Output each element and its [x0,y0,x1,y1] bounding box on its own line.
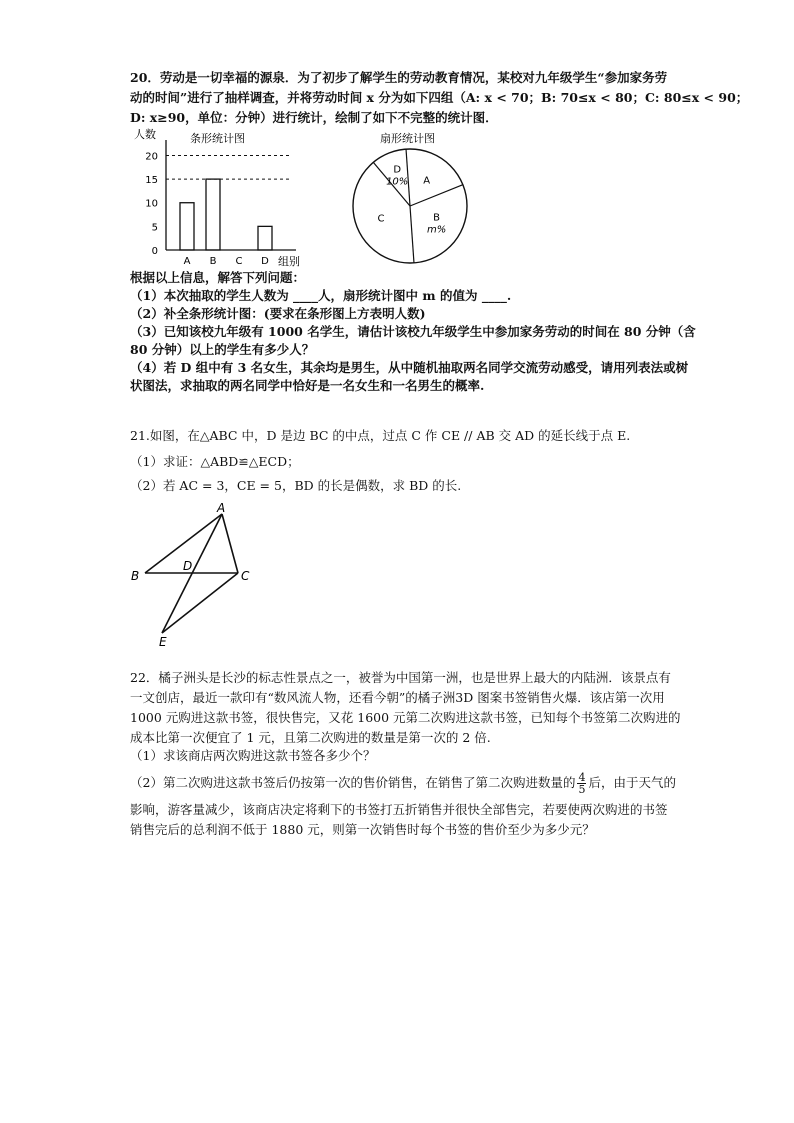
bar-chart-grid [166,155,290,179]
bar-chart-ytick-label: 5 [151,222,158,234]
bar-chart-xtick-label: D [261,256,269,267]
q20-sub4-line-1: （4）若 D 组中有 3 名女生，其余均是男生，从中随机抽取两名同学交流劳动感受，请用列表法或树 [130,360,689,375]
point-label-b: B [131,569,140,583]
bar-chart-xtick-label: A [183,256,191,267]
pie-chart [342,126,492,268]
pie-chart-slice-value: m% [426,224,447,236]
pie-chart-slices [353,149,467,263]
bar-chart-xticks [184,256,270,267]
bar-chart-axes [166,140,296,250]
fraction-four-fifths [577,772,586,795]
fraction-numerator: 4 [578,771,586,784]
q22-sub2-line-3: 销售完后的总利润不低于 1880 元，则第一次销售时每个书签的售价至少为多少元？ [130,822,595,837]
bar-chart-bar [206,179,220,250]
q22-line-1: 22．橘子洲头是长沙的标志性景点之一，被誉为中国第一洲，也是世界上最大的内陆洲．该景点有 [130,670,671,685]
pie-chart-slice-label: A [423,175,431,187]
q22-sub1: （1）求该商店两次购进这款书签各多少个？ [130,748,376,763]
q21-intro: 21.如图，在△ABC 中，D 是边 BC 的中点，过点 C 作 CE // AB 交 AD 的延长线于点 E. [130,428,631,443]
segment-ce [162,573,238,633]
pie-chart-slice-edge [410,206,414,263]
bar-chart-ylabel: 人数 [134,128,156,141]
q22-sub2-line-1 [130,770,676,796]
bar-chart-ytick-label: 0 [151,246,158,257]
pie-chart-slice-edge [410,185,463,206]
bar-chart-yticks [145,151,158,257]
point-label-c: C [241,569,250,583]
q21-sub2: （2）若 AC = 3，CE = 5，BD 的长是偶数，求 BD 的长. [130,478,462,493]
pie-chart-slice-label: C [377,213,385,225]
bar-chart-xtick-label: B [209,256,217,267]
point-label-e: E [159,635,167,649]
q22-sub2-line-2: 影响，游客量减少，该商店决定将剩下的书签打五折销售并很快全部售完，若要使两次购进的书签 [130,802,668,817]
bar-chart-title: 条形统计图 [190,132,245,145]
q20-prompt: 根据以上信息，解答下列问题： [130,270,306,285]
q22-line-3: 1000 元购进这款书签，很快售完，又花 1600 元第二次购进这款书签，已知每个书签第二次购进的 [130,710,681,725]
bar-chart-bar [258,226,272,250]
point-label-d: D [183,559,193,573]
q20-sub3-line-1: （3）已知该校九年级有 1000 名学生，请估计该校九年级学生中参加家务劳动的时间在 80 分钟（含 [130,324,696,339]
q22-line-4: 成本比第一次便宜了 1 元，且第二次购进的数量是第一次的 2 倍. [130,730,491,745]
pie-chart-slice-label: D [393,164,402,176]
q22-sub2-text-a: （2）第二次购进这款书签后仍按第一次的售价销售，在销售了第二次购进数量的 [130,775,576,790]
q22-sub2-text-b: 后，由于天气的 [588,775,676,790]
pie-chart-title: 扇形统计图 [380,132,435,145]
triangle-figure [125,500,265,650]
bar-chart [128,126,308,268]
q22-line-2: 一文创店，最近一款印有“数风流人物，还看今朝”的橘子洲3D 图案书签销售火爆．该店第一次用 [130,690,665,705]
q20-intro-line-1: 20．劳动是一切幸福的源泉．为了初步了解学生的劳动教育情况，某校对九年级学生“参加家务劳 [130,70,668,85]
q20-sub4-line-2: 状图法，求抽取的两名同学中恰好是一名女生和一名男生的概率. [130,378,485,393]
q21-sub1: （1）求证：△ABD≌△ECD； [130,454,300,469]
pie-chart-slice-value: 10% [386,176,409,188]
bar-chart-ytick-label: 10 [145,198,158,210]
q20-sub3-line-2: 80 分钟）以上的学生有多少人？ [130,342,315,357]
q20-sub1: （1）本次抽取的学生人数为 ____人，扇形统计图中 m 的值为 ____. [130,288,512,303]
bar-chart-bars [180,179,272,250]
point-label-a: A [217,501,226,515]
bar-chart-bar [180,203,194,250]
q20-intro-line-3: D: x≥90，单位：分钟）进行统计，绘制了如下不完整的统计图． [130,110,498,125]
fraction-denominator: 5 [578,783,586,796]
pie-chart-slice-label: B [433,212,441,224]
bar-chart-xlabel: 组别 [278,255,300,268]
q20-intro-line-2: 动的时间”进行了抽样调查，并将劳动时间 x 分为如下四组（A: x < 70；B: 70≤x < 80；C: 80≤x < 90； [130,90,749,105]
bar-chart-ytick-label: 20 [145,151,158,163]
bar-chart-ytick-label: 15 [145,175,158,187]
q20-sub2: （2）补全条形统计图：(要求在条形图上方表明人数) [130,306,426,321]
segment-ac [222,514,238,573]
bar-chart-xtick-label: C [235,256,243,267]
